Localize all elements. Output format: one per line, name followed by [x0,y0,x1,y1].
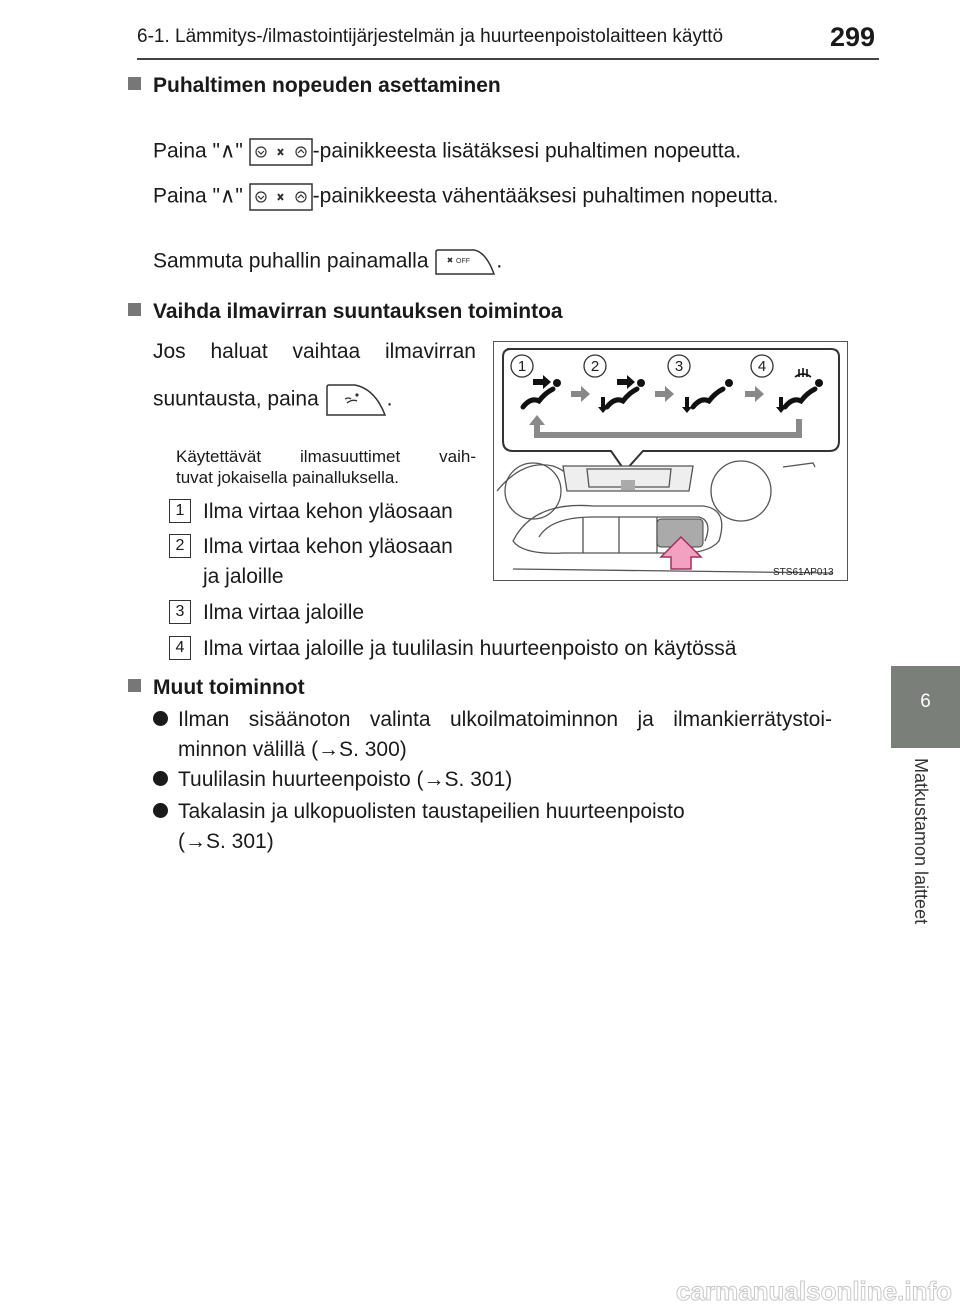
fan-off-key-icon [434,248,496,276]
figure-label-4: 4 [757,358,767,375]
airflow-mode-figure [493,341,848,581]
item-number-1: 1 [169,499,191,523]
fan-speed-key-icon [249,138,313,166]
footer-watermark [0,1270,960,1311]
airflow-intro-line1: Jos haluat vaihtaa ilmavirran [153,340,476,363]
chapter-label: Matkustamon laitteet [911,758,931,925]
other-heading: Muut toiminnot [128,676,305,700]
page-number: 299 [830,22,876,52]
other-bullet-2: Tuulilasin huurteenpoisto (→S. 301) [153,768,512,792]
airflow-item-3: Ilma virtaa jaloille [203,601,365,624]
figure-label-3: 3 [674,358,684,375]
svg-text:carmanualsonline.info: carmanualsonline.info [676,1276,952,1306]
round-bullet-icon [153,711,168,726]
figure-code: STS61AP013 [773,567,834,578]
round-bullet-icon [153,803,168,818]
fan-off-line: Sammuta puhallin painamalla OFF . [153,248,502,276]
airflow-note: Käytettävät ilmasuuttimet vaih- tuvat jokaisella painalluksella. [176,447,476,487]
square-bullet-icon [128,303,141,316]
chapter-tab: 6 [891,666,960,748]
fan-speed-key-icon [249,183,313,211]
airflow-intro-line2: suuntausta, paina . [153,383,392,417]
header-rule [137,58,879,60]
square-bullet-icon [128,77,141,90]
fan-speed-increase-line: Paina "∧" -painikkeesta lisätäksesi puhaltimen nopeutta. [153,138,741,166]
figure-label-1: 1 [517,358,527,375]
square-bullet-icon [128,679,141,692]
airflow-heading: Vaihda ilmavirran suuntauksen toimintoa [128,300,563,324]
section-title: 6-1. Lämmitys-/ilmastointijärjestelmän ja huurteenpoistolaitteen käyttö [137,26,724,47]
item-number-2: 2 [169,534,191,558]
other-bullet-1-cont: minnon välillä (→S. 300) [178,738,407,761]
svg-text:OFF: OFF [456,258,471,265]
fan-speed-decrease-line: Paina "∧" -painikkeesta vähentääksesi puhaltimen nopeutta. [153,183,778,211]
other-bullet-1: Ilman sisäänoton valinta ulkoilmatoiminnon ja ilmankierrätystoi- [153,708,832,732]
other-bullet-3-cont: (→S. 301) [178,830,274,853]
airflow-item-2: Ilma virtaa kehon yläosaan [203,535,453,558]
airflow-item-1: Ilma virtaa kehon yläosaan [203,500,453,523]
round-bullet-icon [153,771,168,786]
airflow-mode-key-icon [325,383,387,417]
figure-label-2: 2 [590,358,600,375]
item-number-3: 3 [169,600,191,624]
other-bullet-3: Takalasin ja ulkopuolisten taustapeilien huurteenpoisto [153,800,685,824]
fan-speed-heading: Puhaltimen nopeuden asettaminen [128,74,501,98]
airflow-item-2-cont: ja jaloille [203,565,284,588]
item-number-4: 4 [169,636,191,660]
airflow-item-4: Ilma virtaa jaloille ja tuulilasin huurteenpoisto on käytössä [203,637,737,660]
